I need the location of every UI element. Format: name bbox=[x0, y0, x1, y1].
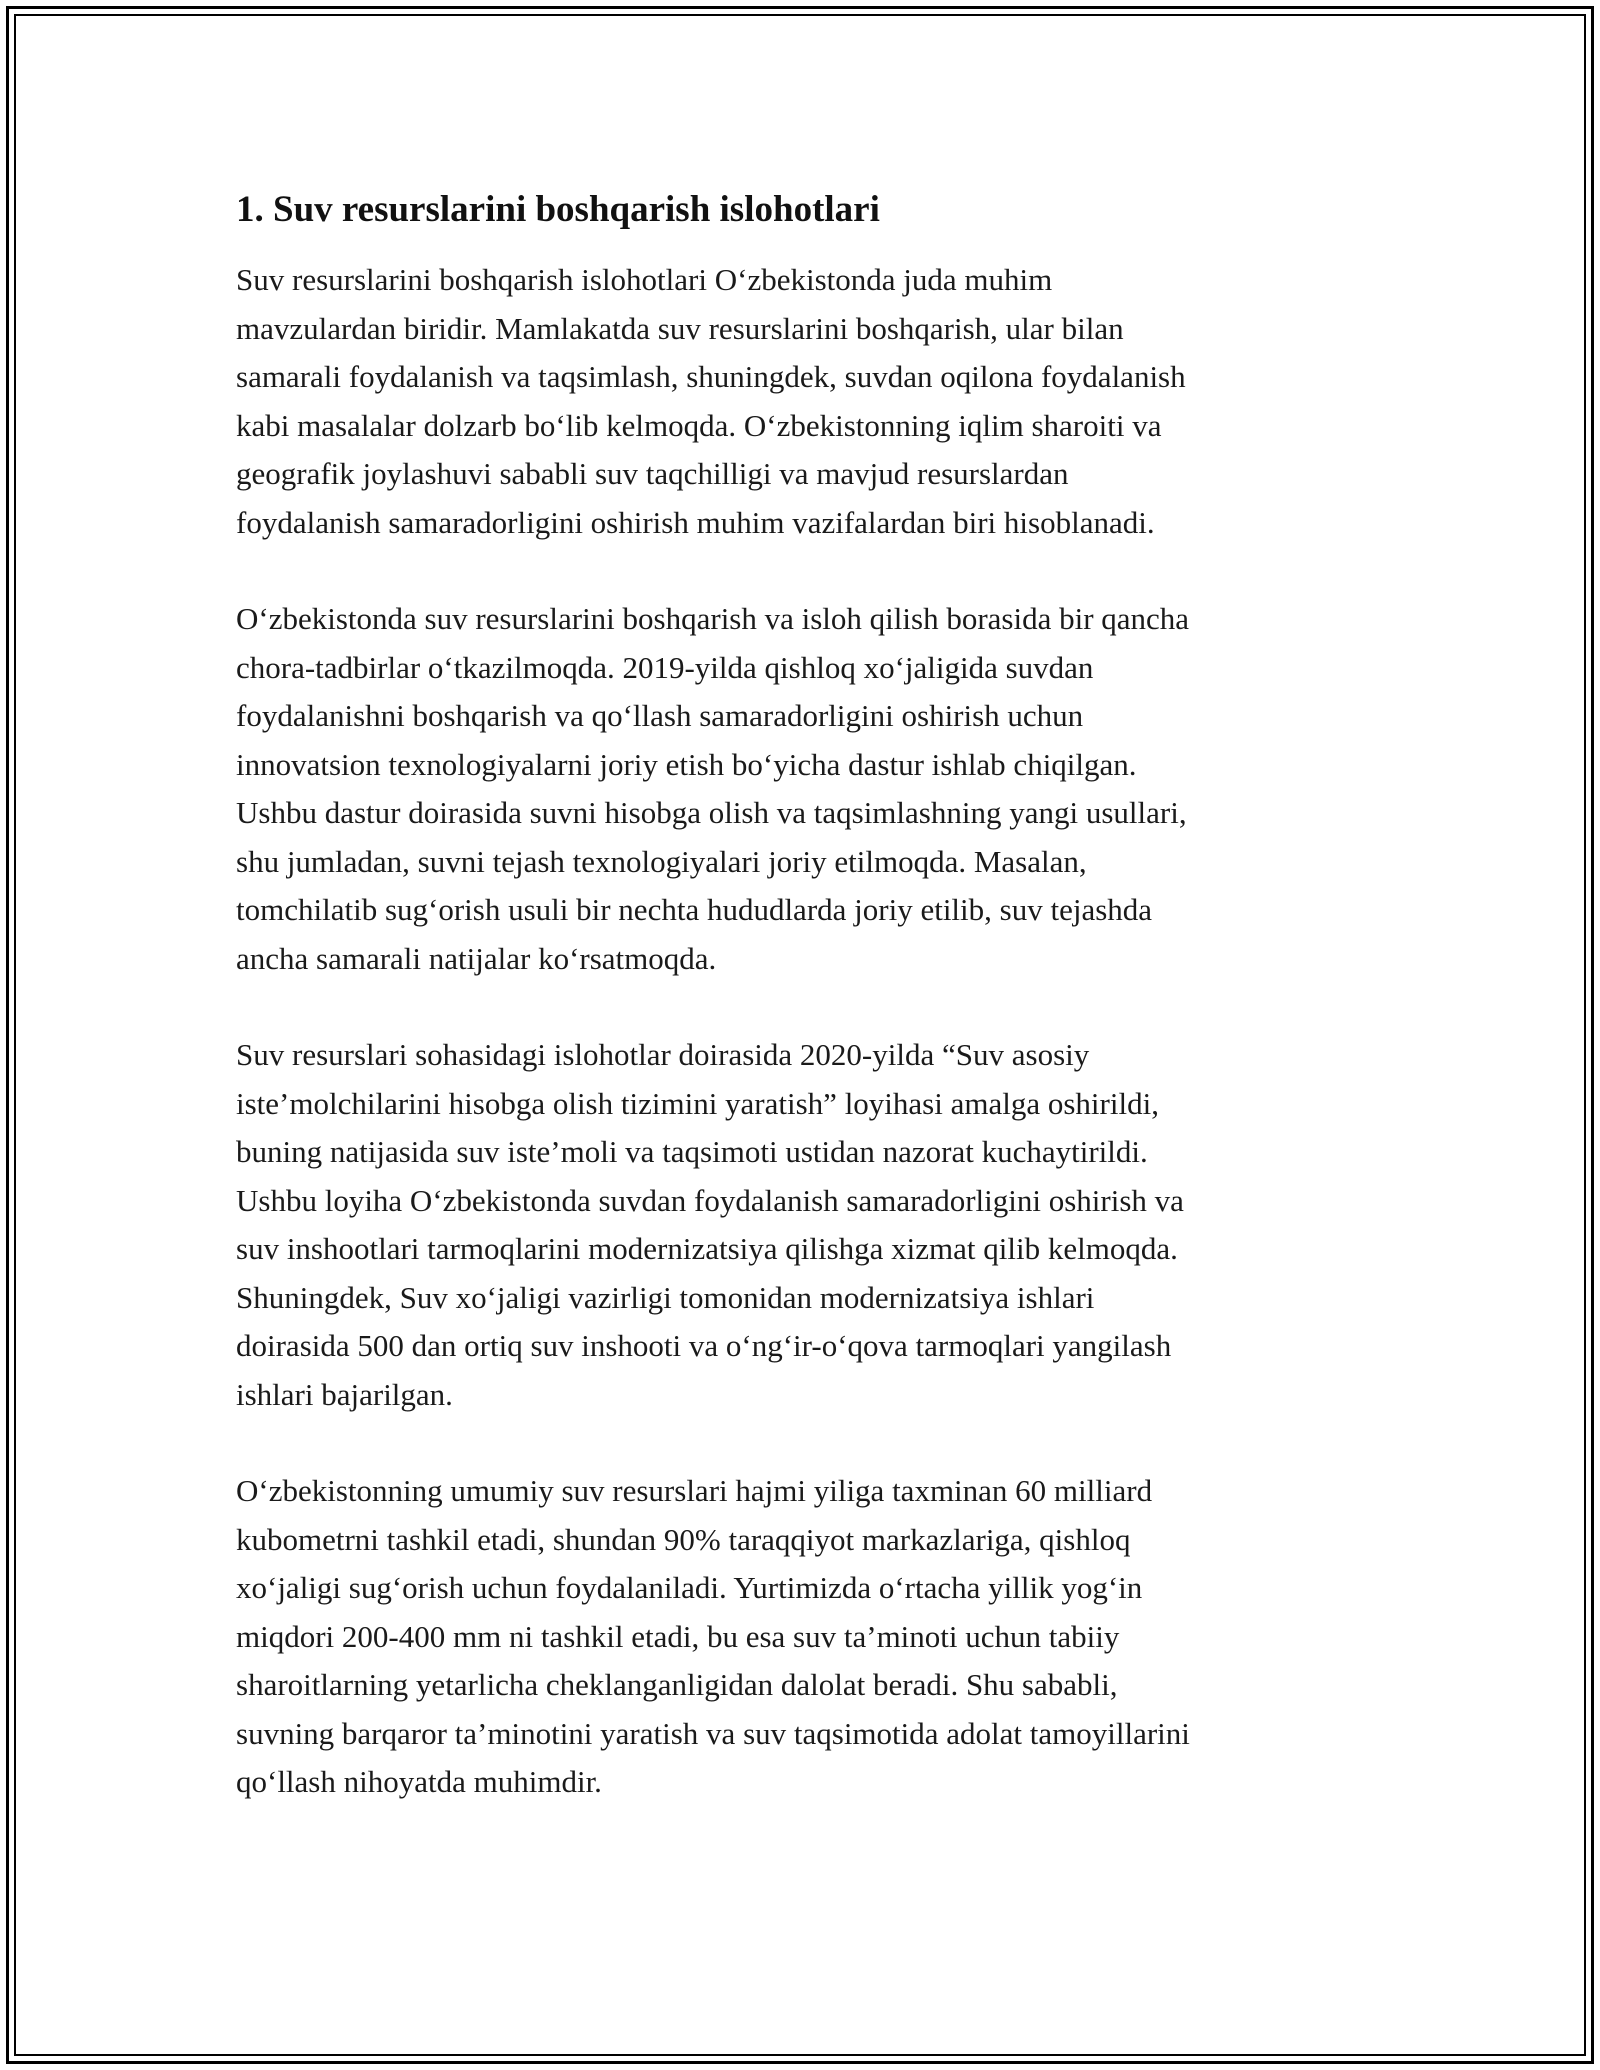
paragraph-line: mavzulardan biridir. Mamlakatda suv resurslarini boshqarish, ular bilan bbox=[236, 310, 1124, 346]
paragraph-line: xo‘jaligi sug‘orish uchun foydalaniladi. Yurtimizda o‘rtacha yillik yog‘in bbox=[236, 1570, 1143, 1605]
paragraph-line: foydalanish samaradorligini oshirish muhim vazifalardan biri hisoblanadi. bbox=[236, 504, 1155, 540]
paragraph-line: kabi masalalar dolzarb bo‘lib kelmoqda. O‘zbekistonning iqlim sharoiti va bbox=[236, 407, 1162, 443]
paragraph-line: Ushbu loyiha O‘zbekistonda suvdan foydalanish samaradorligini oshirish va bbox=[236, 1182, 1184, 1218]
section-heading: 1. Suv resurslarini boshqarish islohotlari bbox=[236, 189, 880, 230]
paragraph-line: innovatsion texnologiyalarni joriy etish bo‘yicha dastur ishlab chiqilgan. bbox=[236, 746, 1137, 782]
paragraph-line: Suv resurslarini boshqarish islohotlari O‘zbekistonda juda muhim bbox=[236, 262, 1053, 297]
paragraph-line: chora-tadbirlar o‘tkazilmoqda. 2019-yilda qishloq xo‘jaligida suvdan bbox=[236, 649, 1094, 685]
paragraph-line: suv inshootlari tarmoqlarini modernizatsiya qilishga xizmat qilib kelmoqda. bbox=[236, 1231, 1178, 1266]
paragraph-line: tomchilatib sug‘orish usuli bir nechta hududlarda joriy etilib, suv tejashda bbox=[236, 892, 1153, 927]
paragraph-line: miqdori 200-400 mm ni tashkil etadi, bu esa suv ta’minoti uchun tabiiy bbox=[236, 1618, 1120, 1654]
paragraph-line: iste’molchilarini hisobga olish tizimini yaratish” loyihasi amalga oshirildi, bbox=[236, 1085, 1159, 1121]
paragraph-list bbox=[236, 256, 1386, 1807]
paragraph-line: suvning barqaror ta’minotini yaratish va suv taqsimotida adolat tamoyillarini bbox=[236, 1715, 1190, 1751]
paragraph-line: foydalanishni boshqarish va qo‘llash samaradorligini oshirish uchun bbox=[236, 698, 1084, 733]
paragraph-line: Ushbu dastur doirasida suvni hisobga olish va taqsimlashning yangi usullari, bbox=[236, 795, 1187, 830]
document-body bbox=[236, 186, 1386, 1855]
paragraph-line: ishlari bajarilgan. bbox=[236, 1376, 453, 1412]
paragraph-line: shu jumladan, suvni tejash texnologiyalari joriy etilmoqda. Masalan, bbox=[236, 843, 1087, 879]
paragraph-line: O‘zbekistonning umumiy suv resurslari hajmi yiliga taxminan 60 milliard bbox=[236, 1473, 1153, 1508]
paragraph-line: sharoitlarning yetarlicha cheklanganligidan dalolat beradi. Shu sababli, bbox=[236, 1667, 1118, 1702]
body-paragraph bbox=[236, 256, 1386, 547]
body-paragraph bbox=[236, 1467, 1386, 1807]
paragraph-line: samarali foydalanish va taqsimlash, shuningdek, suvdan oqilona foydalanish bbox=[236, 359, 1186, 394]
paragraph-line: Shuningdek, Suv xo‘jaligi vazirligi tomonidan modernizatsiya ishlari bbox=[236, 1279, 1095, 1315]
paragraph-line: qo‘llash nihoyatda muhimdir. bbox=[236, 1764, 602, 1799]
paragraph-line: ancha samarali natijalar ko‘rsatmoqda. bbox=[236, 940, 717, 976]
paragraph-line: buning natijasida suv iste’moli va taqsimoti ustidan nazorat kuchaytirildi. bbox=[236, 1134, 1148, 1169]
body-paragraph bbox=[236, 1031, 1386, 1419]
body-paragraph bbox=[236, 595, 1386, 983]
paragraph-line: Suv resurslari sohasidagi islohotlar doirasida 2020-yilda “Suv asosiy bbox=[236, 1037, 1090, 1072]
paragraph-line: kubometrni tashkil etadi, shundan 90% taraqqiyot markazlariga, qishloq bbox=[236, 1521, 1131, 1557]
paragraph-line: geografik joylashuvi sababli suv taqchilligi va mavjud resurslardan bbox=[236, 456, 1069, 491]
paragraph-line: doirasida 500 dan ortiq suv inshooti va o‘ng‘ir-o‘qova tarmoqlari yangilash bbox=[236, 1328, 1172, 1363]
paragraph-line: O‘zbekistonda suv resurslarini boshqarish va isloh qilish borasida bir qancha bbox=[236, 601, 1190, 636]
